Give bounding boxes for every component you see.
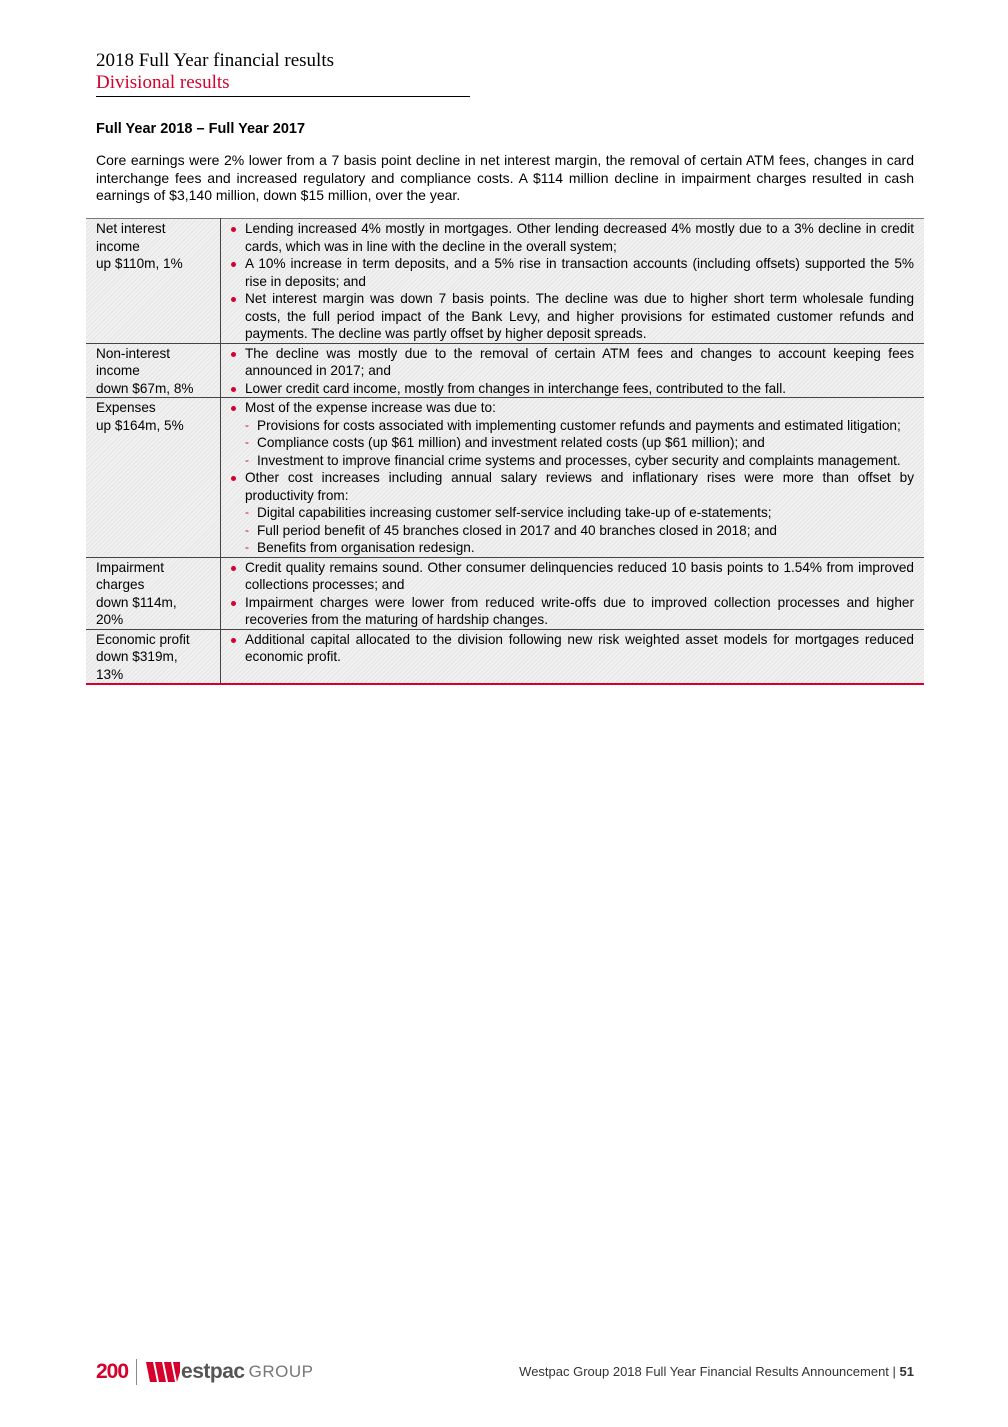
table-row (86, 219, 924, 344)
bullet-item (221, 594, 914, 629)
logo-wordmark: estpac (181, 1360, 245, 1383)
logo-separator (136, 1359, 137, 1385)
dash-item: - Investment to improve financial crime systems and processes, cyber security and complaints management. (221, 452, 914, 470)
row-label-line: income (96, 363, 140, 378)
bullet-list (221, 220, 914, 343)
row-label (86, 343, 221, 398)
row-content (221, 219, 925, 344)
page-number: 51 (899, 1364, 914, 1379)
row-label-line: down $67m, 8% (96, 380, 194, 396)
row-label-line: Net interest (96, 221, 166, 236)
table-row (86, 343, 924, 398)
row-label-line: down $114m, (96, 594, 177, 610)
row-content (221, 398, 925, 558)
bullet-text: Lower credit card income, mostly from changes in interchange fees, contributed to the fall. (245, 380, 787, 396)
row-label-line: Expenses (96, 400, 156, 415)
dash-item: - Benefits from organisation redesign. (221, 539, 914, 557)
bullet-text: Additional capital allocated to the division following new risk weighted asset models for mortgages reduced economic profit. (245, 631, 914, 664)
row-label-line: Impairment (96, 559, 164, 575)
table-row (86, 629, 924, 684)
row-label (86, 398, 221, 558)
results-table (86, 218, 924, 685)
table-row (86, 557, 924, 629)
westpac-200-logo (96, 1358, 313, 1386)
bullet-list (221, 345, 914, 398)
row-label-line: Non-interest (96, 345, 171, 361)
row-label-line: 13% (96, 666, 124, 682)
logo-200-text: 200 (96, 1360, 129, 1383)
bullet-list (221, 631, 914, 666)
dash-item: - Full period benefit of 45 branches closed in 2017 and 40 branches closed in 2018; and (221, 522, 914, 540)
row-content (221, 343, 925, 398)
bullet-text: Impairment charges were lower from reduced write-offs due to improved collection processes and higher recoveries from the maturing of hardship changes. (245, 594, 914, 627)
bullet-item (221, 290, 914, 343)
row-content (221, 557, 925, 629)
bullet-item (221, 399, 914, 417)
row-label (86, 219, 221, 344)
row-label-line: up $110m, 1% (96, 256, 183, 271)
bullet-text: A 10% increase in term deposits, and a 5% rise in transaction accounts (including offsets) supported the 5% rise in deposits; and (245, 256, 914, 289)
row-label (86, 629, 221, 684)
bullet-item (221, 631, 914, 666)
bullet-text: The decline was mostly due to the removal of certain ATM fees and changes to account keeping fees announced in 2017; and (245, 345, 914, 378)
header-title: 2018 Full Year financial results (96, 50, 335, 71)
row-label-line: charges (96, 577, 145, 592)
page-header (96, 50, 470, 97)
row-label-line: down $319m, (96, 649, 178, 664)
row-label-line: Economic profit (96, 631, 190, 647)
bullet-list (221, 559, 914, 629)
bullet-item (221, 345, 914, 380)
bullet-item (221, 255, 914, 290)
bullet-item (221, 559, 914, 594)
footer-separator: | (888, 1364, 900, 1379)
row-label-line: income (96, 238, 140, 254)
bullet-item (221, 220, 914, 255)
row-label (86, 557, 221, 629)
row-label-line: up $164m, 5% (96, 417, 184, 433)
dash-item: - Digital capabilities increasing customer self-service including take-up of e-statements; (221, 504, 914, 522)
dash-item: - Provisions for costs associated with implementing customer refunds and payments and estimated litigation; (221, 417, 914, 435)
footer-doc-title: Westpac Group 2018 Full Year Financial Results Announcement (519, 1364, 889, 1379)
bullet-text: Most of the expense increase was due to: (245, 400, 496, 415)
row-content (221, 629, 925, 684)
footer-document-title (519, 1364, 914, 1379)
bullet-list (221, 399, 914, 557)
row-label-line: 20% (96, 612, 124, 627)
bullet-item (221, 380, 914, 398)
dash-item: - Compliance costs (up $61 million) and investment related costs (up $61 million); and (221, 434, 914, 452)
section-title: Full Year 2018 – Full Year 2017 (96, 121, 306, 137)
westpac-w-icon (146, 1362, 180, 1382)
bullet-text: Credit quality remains sound. Other consumer delinquencies reduced 10 basis points to 1.54% from improved collections processes; and (245, 559, 914, 592)
dash-list (221, 417, 914, 470)
logo-group-text: GROUP (248, 1362, 314, 1381)
dash-list (221, 504, 914, 557)
bullet-text: Net interest margin was down 7 basis points. The decline was due to higher short term wholesale funding costs, the full period impact of the Bank Levy, and higher provisions for estimated customer refunds and payments. The decline was partly offset by higher deposit spreads. (245, 291, 914, 341)
sub-list-container (221, 504, 914, 557)
sub-list-container (221, 417, 914, 470)
bullet-item (221, 469, 914, 504)
bullet-text: Other cost increases including annual salary reviews and inflationary rises were more than offset by productivity from: (245, 470, 914, 503)
results-table-body (86, 219, 924, 685)
bullet-text: Lending increased 4% mostly in mortgages. Other lending decreased 4% mostly due to a 3% decline in credit cards, which was in line with the decline in the overall system; (245, 221, 914, 254)
table-row (86, 398, 924, 558)
intro-paragraph: Core earnings were 2% lower from a 7 basis point decline in net interest margin, the removal of certain ATM fees, changes in card interchange fees and increased regulatory and compliance costs. A $114 million decline in impairment charges resulted in cash earnings of $3,140 million, down $15 million, over the year. (96, 152, 914, 203)
header-subtitle: Divisional results (96, 72, 230, 93)
header-rule (96, 96, 470, 97)
